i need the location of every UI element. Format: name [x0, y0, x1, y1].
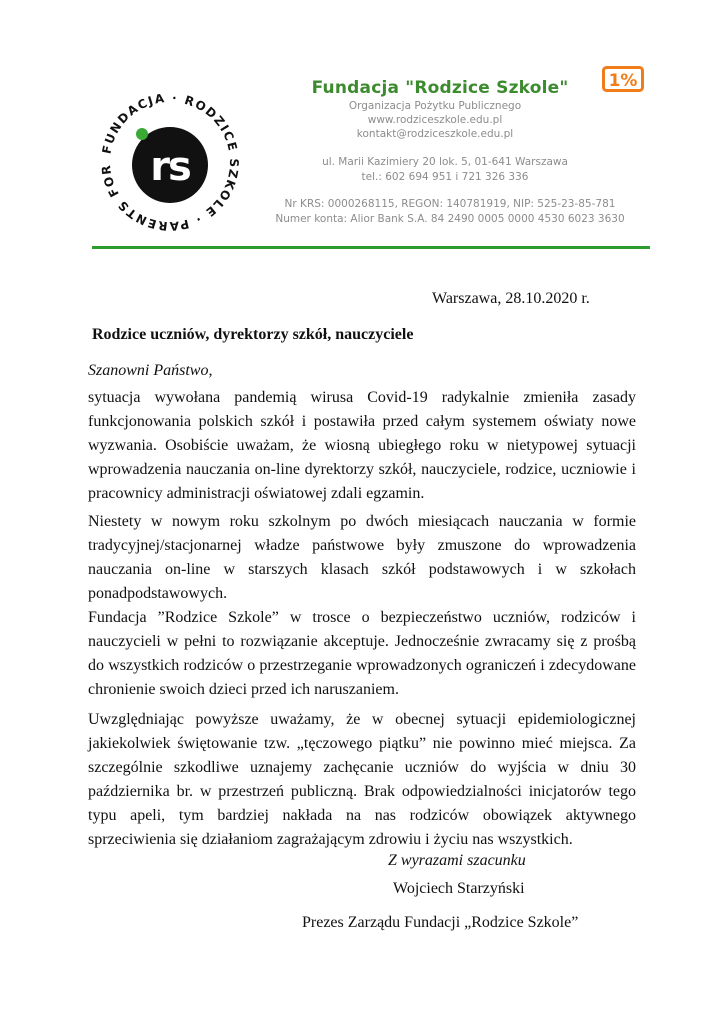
header-line-registry: Nr KRS: 0000268115, REGON: 140781919, NIP: 525-23-85-781 — [284, 198, 616, 210]
foundation-logo-graphic — [90, 82, 250, 242]
header-divider — [92, 246, 650, 249]
logo-ring-text: FUNDACJA · RODZICE SZKOLE · PARENTS FOR — [98, 90, 242, 234]
letter-paragraph: Niestety w nowym roku szkolnym po dwóch miesiącach nauczania w formie tradycyjnej/stacjonarnej władze państwowe były zmuszone do wprowadzenia nauczania on-line w starszych klasach szkół podstawowych i w szkołach ponadpodstawowych. — [88, 513, 636, 602]
letter-date: Warszawa, 28.10.2020 r. — [432, 290, 590, 307]
letter-recipients: Rodzice uczniów, dyrektorzy szkół, nauczyciele — [92, 326, 414, 343]
letter-signatory-position: Prezes Zarządu Fundacji „Rodzice Szkole” — [302, 914, 579, 931]
header-line-address: ul. Marii Kazimiery 20 lok. 5, 01-641 Warszawa — [322, 156, 568, 168]
logo-green-dot — [136, 128, 148, 140]
letter-paragraph: Uwzględniając powyższe uważamy, że w obecnej sytuacji epidemiologicznej jakiekolwiek świętowanie tzw. „tęczowego piątku” nie powinno mieć miejsca. Za szczególnie szkodliwe uznajemy zachęcanie uczniów do wyjścia w dniu 30 października br. w przestrzeń publiczną. Brak odpowiedzialności inicjatorów tego typu apeli, tym bardziej nakłada na nas rodziców obowiązek aktywnego sprzeciwienia się działaniom zagrażającym zdrowiu i życiu nas wszystkich. — [88, 711, 636, 848]
header-line-website[interactable]: www.rodziceszkole.edu.pl — [367, 114, 503, 126]
header-line-bank-account: Numer konta: Alior Bank S.A. 84 2490 0005 0000 4530 6023 3630 — [275, 213, 625, 225]
logo-monogram: rs — [150, 144, 190, 190]
letter-signatory: Wojciech Starzyński — [393, 880, 525, 897]
letter-paragraph: Fundacja ”Rodzice Szkole” w trosce o bezpieczeństwo uczniów, rodziców i nauczycieli w pełni to rozwiązanie akceptuje. Jednocześnie zwracamy się z prośbą do wszystkich rodziców o przestrzeganie wprowadzonych ograniczeń i zdecydowane chronienie swoich dzieci przed ich naruszaniem. — [88, 609, 636, 698]
header-line-opp: Organizacja Pożytku Publicznego — [348, 100, 522, 112]
header-line-phone: tel.: 602 694 951 i 721 326 336 — [361, 171, 529, 183]
header-line-email[interactable]: kontakt@rodziceszkole.edu.pl — [356, 128, 514, 140]
organization-name: Fundacja "Rodzice Szkole" — [311, 78, 569, 98]
letter-closing: Z wyrazami szacunku — [388, 852, 526, 869]
one-percent-badge — [602, 66, 644, 92]
letter-salutation: Szanowni Państwo, — [88, 362, 213, 379]
foundation-logo — [90, 82, 250, 242]
one-percent-badge-text: 1% — [608, 71, 638, 91]
letter-paragraph: sytuacja wywołana pandemią wirusa Covid-19 radykalnie zmieniła zasady funkcjonowania polskich szkół i postawiła przed całym systemem oświaty nowe wyzwania. Osobiście uważam, że wiosną ubiegłego roku w nietypowej sytuacji wprowadzenia nauczania on-line dyrektorzy szkół, nauczyciele, rodzice, uczniowie i pracownicy administracji oświatowej zdali egzamin. — [88, 389, 636, 502]
